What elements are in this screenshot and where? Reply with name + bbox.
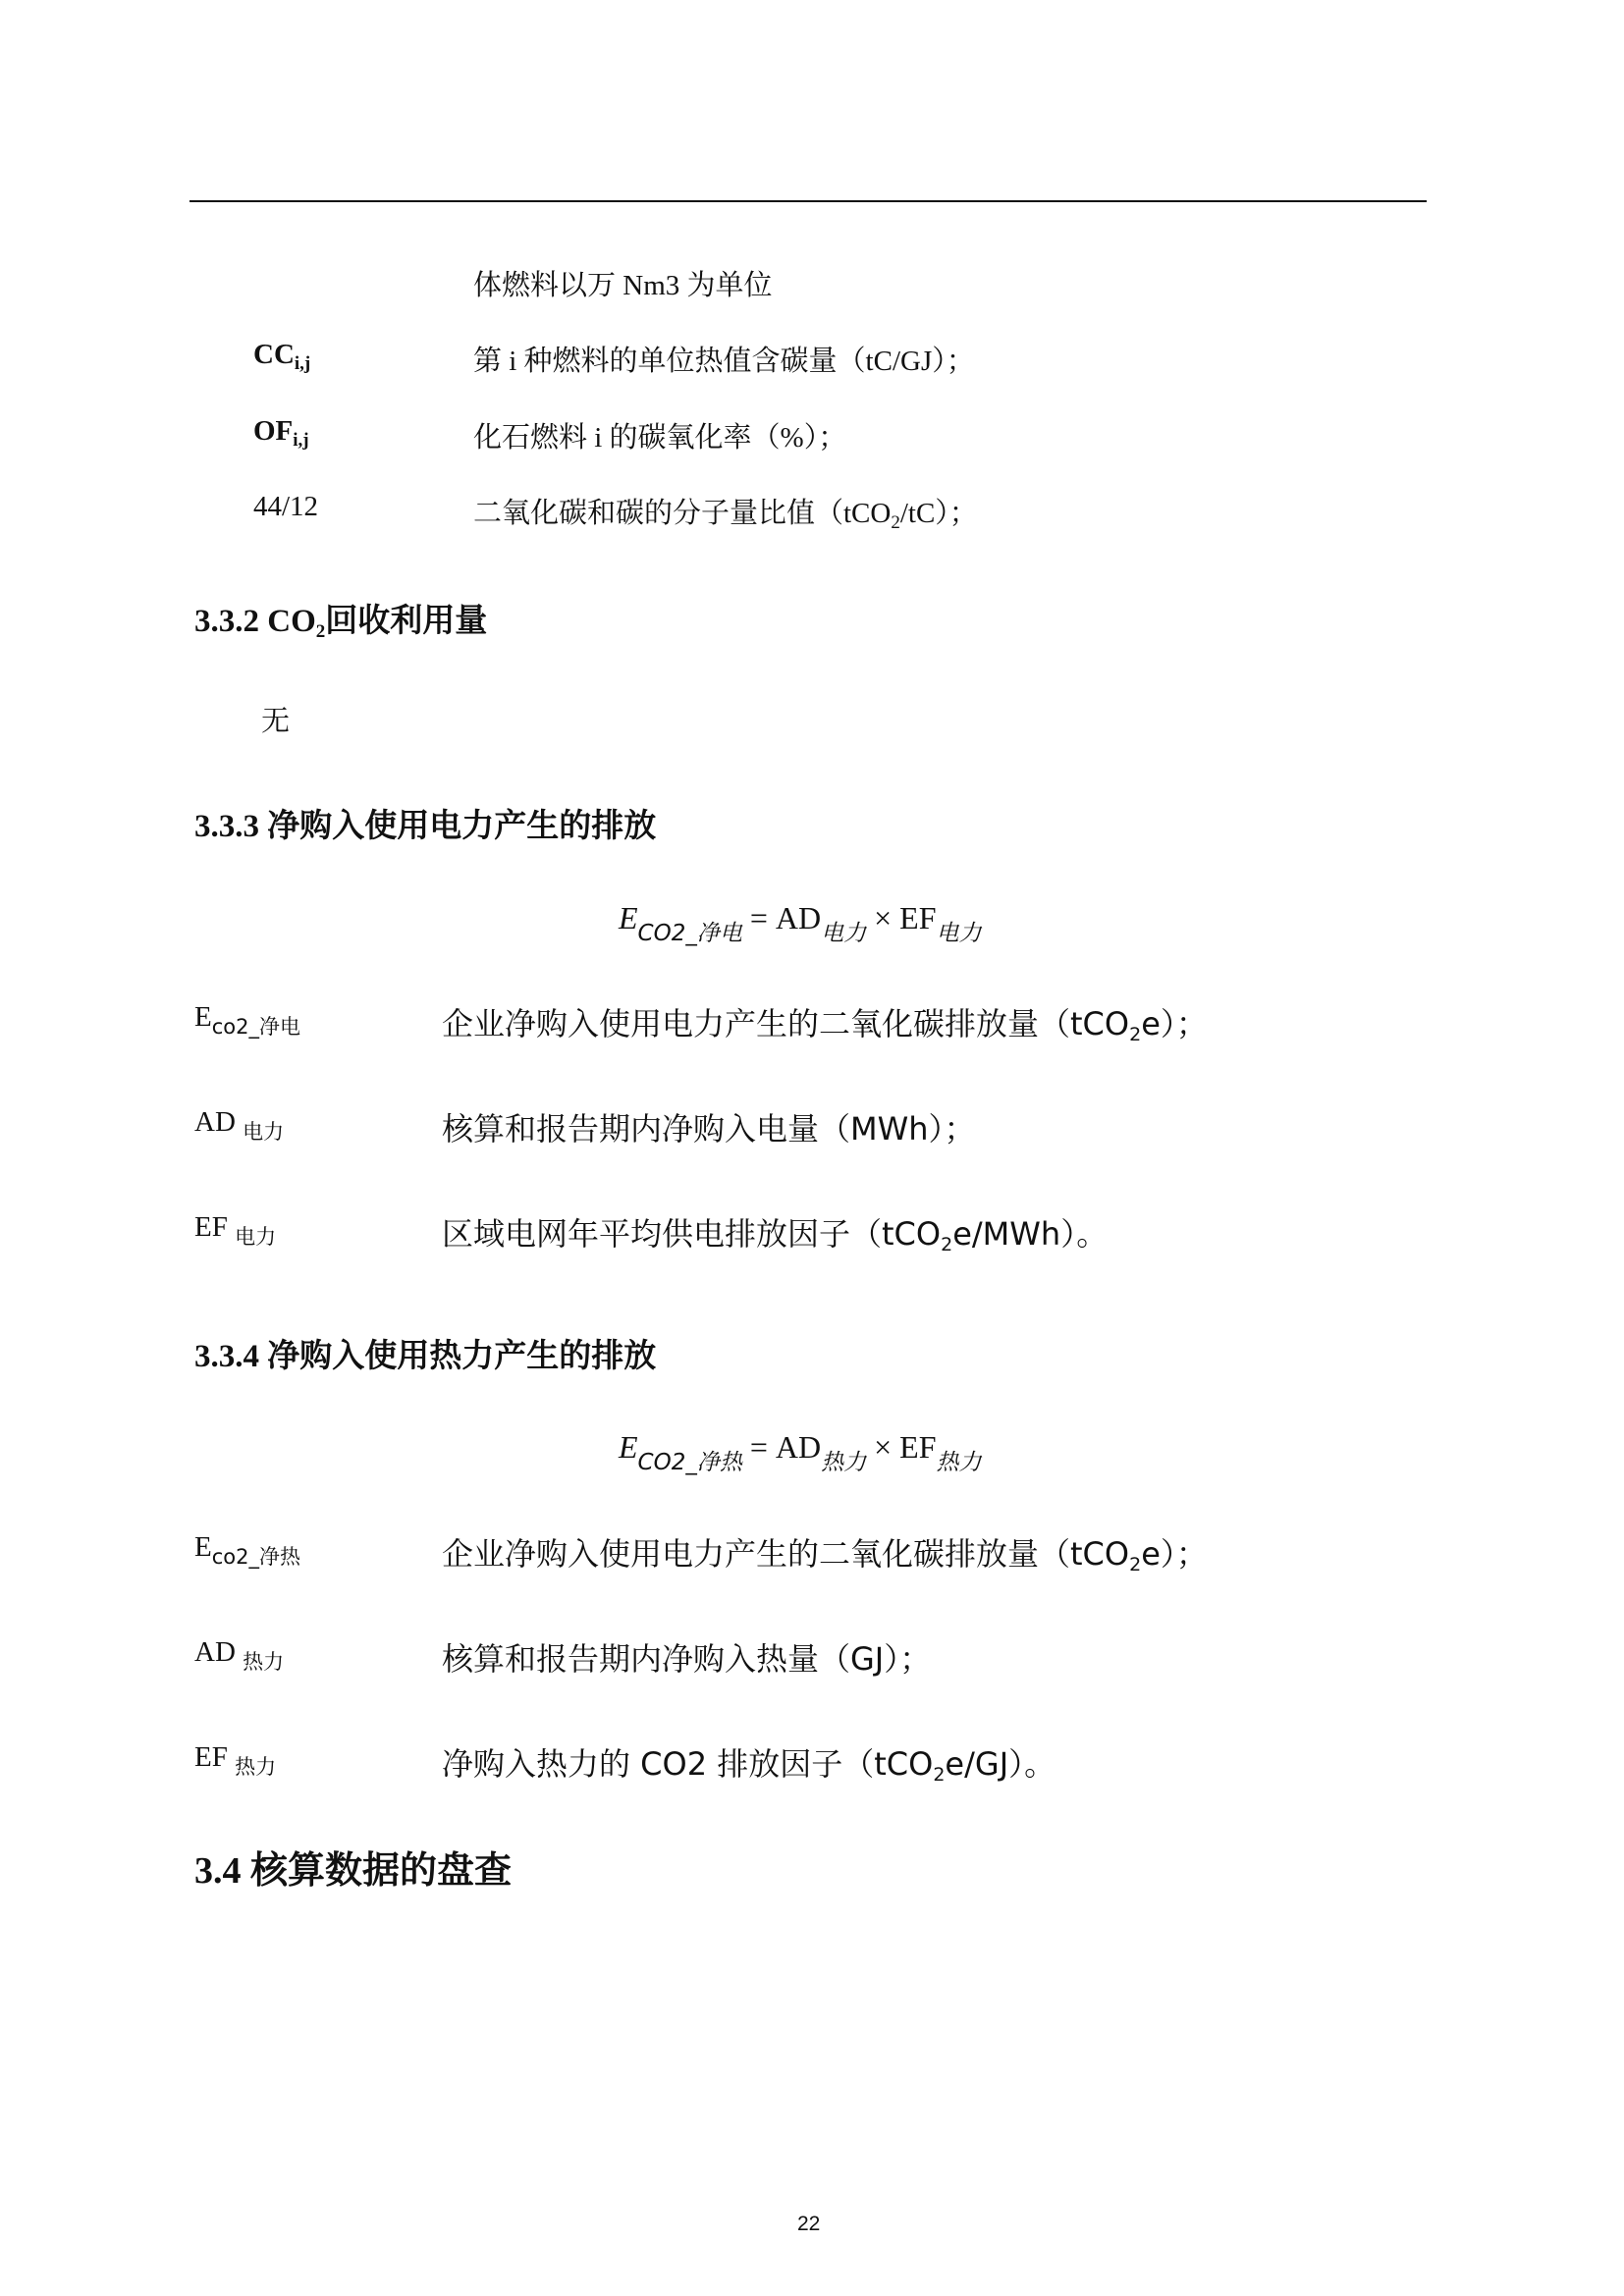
heading-3-4: 3.4 核算数据的盘查 xyxy=(194,1850,513,1892)
of-symbol: $OF_{i,j}$ xyxy=(253,415,309,451)
cc-symbol: $CC_{i,j}$ xyxy=(253,339,311,374)
formula-heat: $E_{CO2\_净热} = AD_{热力} \times EF_{热力}$ xyxy=(619,1429,982,1475)
ef-electricity-symbol: EF $_{电力}$ xyxy=(194,1211,277,1249)
ratio-definition: 二氧化碳和碳的分子量比值（tCO$_2$/tC）； xyxy=(473,498,978,533)
ef-heat-definition: 净购入热力的 CO2 排放因子（tCO$_2$e/GJ）。 xyxy=(442,1745,1056,1786)
header-rule xyxy=(189,200,1427,202)
e-co2-electricity-definition: 企业净购入使用电力产生的二氧化碳排放量（tCO$_2$e）； xyxy=(442,1005,1208,1045)
cc-definition: 第 i 种燃料的单位热值含碳量（tC/GJ）； xyxy=(473,346,975,377)
ef-electricity-definition: 区域电网年平均供电排放因子（tCO$_2$e/MWh）。 xyxy=(442,1215,1109,1255)
heading-3-3-4: 3.3.4 净购入使用热力产生的排放 xyxy=(194,1339,657,1374)
heading-3-3-3: 3.3.3 净购入使用电力产生的排放 xyxy=(194,809,657,844)
ad-heat-symbol: AD $_{热力}$ xyxy=(194,1636,285,1674)
e-co2-heat-definition: 企业净购入使用电力产生的二氧化碳排放量（tCO$_2$e）； xyxy=(442,1535,1208,1575)
ratio-symbol: 44/12 xyxy=(253,491,319,522)
formula-electricity: $E_{CO2\_净电} = AD_{电力} \times EF_{电力}$ xyxy=(619,900,982,946)
ef-heat-symbol: EF $_{热力}$ xyxy=(194,1741,277,1779)
section-3-3-2-body: 无 xyxy=(261,706,291,737)
e-co2-electricity-symbol: $E_{co2\_净电}$ xyxy=(194,1001,300,1039)
ad-electricity-symbol: AD $_{电力}$ xyxy=(194,1106,285,1144)
continuation-text: 体燃料以万 Nm3 为单位 xyxy=(473,270,773,301)
heading-3-3-2: 3.3.2 $CO_2$回收利用量 xyxy=(194,604,488,642)
ad-heat-definition: 核算和报告期内净购入热量（GJ）； xyxy=(442,1640,932,1678)
ad-electricity-definition: 核算和报告期内净购入电量（MWh）； xyxy=(442,1110,976,1148)
of-definition: 化石燃料 i 的碳氧化率（%）； xyxy=(473,422,847,454)
page-number: 22 xyxy=(797,2213,821,2235)
e-co2-heat-symbol: $E_{co2\_净热}$ xyxy=(194,1531,300,1569)
